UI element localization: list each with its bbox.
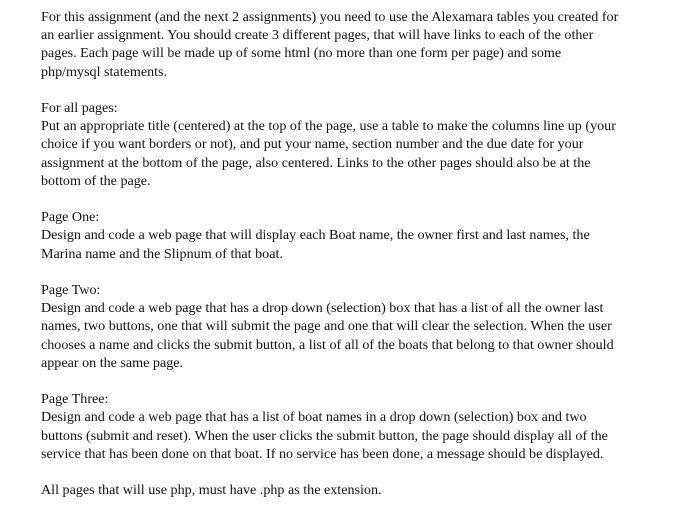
text-line: php/mysql statements. <box>41 63 168 80</box>
text-line: Marina name and the Slipnum of that boat. <box>41 245 283 262</box>
all-pages-section <box>41 99 690 190</box>
section-heading: For all pages: <box>41 100 118 116</box>
text-line: Put an appropriate title (centered) at the top of the page, use a table to make the columns line up (your <box>41 118 616 135</box>
page-three-section <box>41 390 690 463</box>
intro-paragraph <box>41 8 690 81</box>
section-heading: Page One: <box>41 209 100 226</box>
text-line: choice if you want borders or not), and put your name, section number and the due date for your <box>41 136 584 153</box>
page-two-section <box>41 281 690 372</box>
closing-note <box>41 481 690 499</box>
text-line: appear on the same page. <box>41 354 184 371</box>
text-line: pages. Each page will be made up of some html (no more than one form per page) and some <box>41 45 562 62</box>
text-line: service that has been done on that boat. If no service has been done, a message should be displayed. <box>41 445 604 462</box>
text-line: All pages that will use php, must have .php as the extension. <box>41 482 382 499</box>
text-line: assignment at the bottom of the page, also centered. Links to the other pages should also be at the <box>41 154 591 171</box>
page-one-section <box>41 208 690 263</box>
text-line: buttons (submit and reset). When the user clicks the submit button, the page should display all of the <box>41 427 608 444</box>
section-heading: Page Two: <box>41 282 101 298</box>
section-heading: Page Three: <box>41 391 109 408</box>
text-line: chooses a name and clicks the submit button, a list of all of the boats that belong to that owner should <box>41 336 614 353</box>
text-line: Design and code a web page that has a list of boat names in a drop down (selection) box and two <box>41 409 587 426</box>
text-line: Design and code a web page that has a drop down (selection) box that has a list of all the owner last <box>41 300 604 317</box>
text-line: For this assignment (and the next 2 assignments) you need to use the Alexamara tables you created for <box>41 9 619 25</box>
text-line: names, two buttons, one that will submit the page and one that will clear the selection. When the user <box>41 318 612 335</box>
text-line: Design and code a web page that will display each Boat name, the owner first and last names, the <box>41 227 590 244</box>
text-line: an earlier assignment. You should create 3 different pages, that will have links to each of the other <box>41 27 594 44</box>
text-line: bottom of the page. <box>41 172 151 189</box>
